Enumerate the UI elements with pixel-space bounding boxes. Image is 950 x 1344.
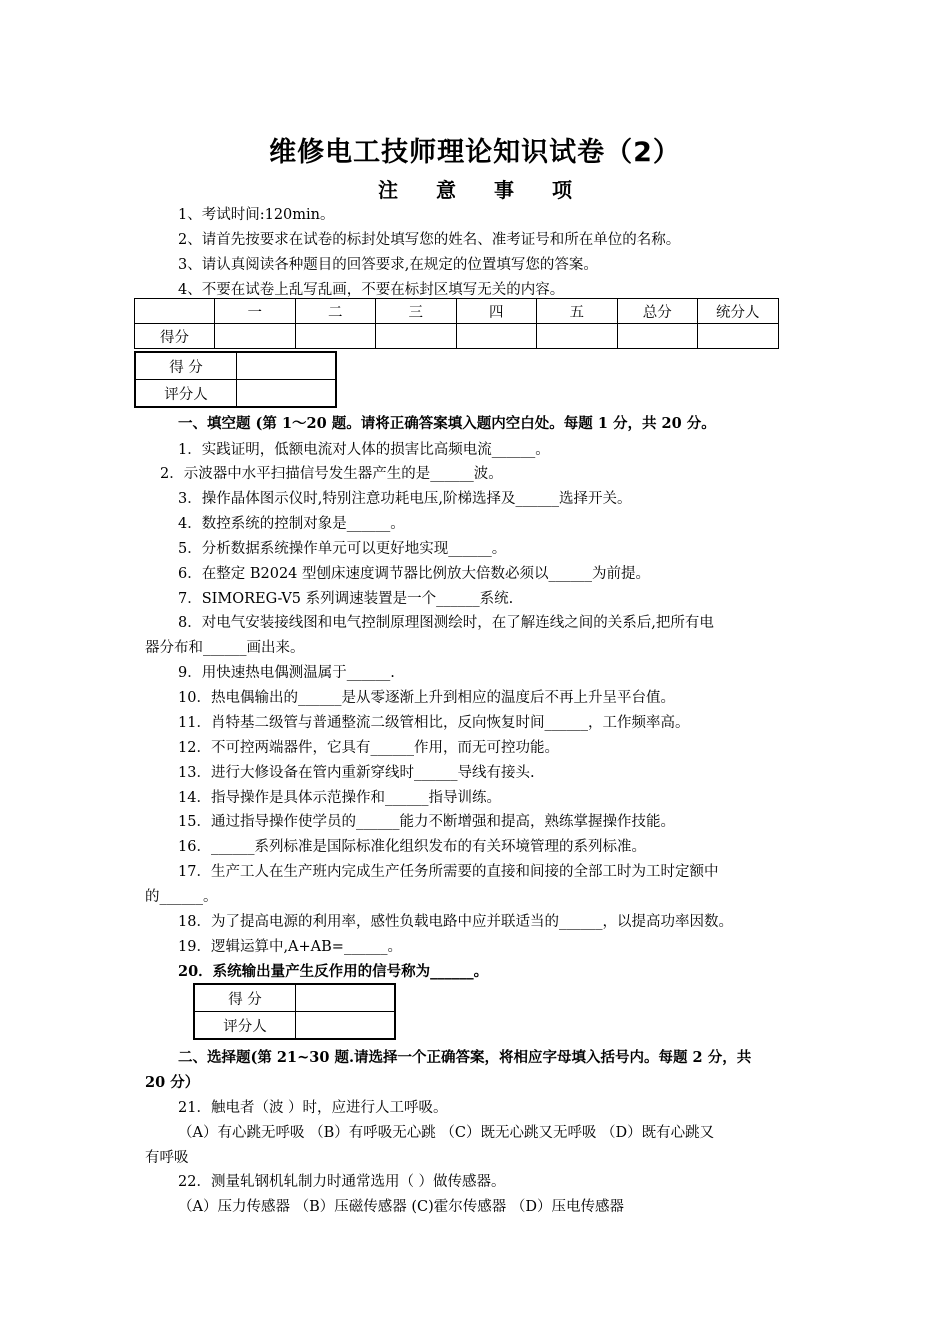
question-continuation: 的______。 xyxy=(145,889,218,905)
question: 11．肖特基二级管与普通整流二级管相比，反向恢复时间______，工作频率高。 xyxy=(178,715,690,731)
question: 18．为了提高电源的利用率，感性负载电路中应并联适当的______，以提高功率因数。 xyxy=(178,914,733,930)
question: 2．示波器中水平扫描信号发生器产生的是______波。 xyxy=(160,466,503,482)
question: 21．触电者（波 ）时，应进行人工呼吸。 xyxy=(178,1100,448,1116)
notice-item: 2、请首先按要求在试卷的标封处填写您的姓名、准考证号和所在单位的名称。 xyxy=(178,232,681,248)
question: 22．测量轧钢机轧制力时通常选用（ ）做传感器。 xyxy=(178,1174,506,1190)
score-table-header: 总分 xyxy=(617,299,698,324)
score-cell[interactable] xyxy=(376,324,457,349)
notice-item: 1、考试时间:120min。 xyxy=(178,207,335,223)
notice-heading-char: 意 xyxy=(436,178,456,202)
score-cell[interactable] xyxy=(456,324,537,349)
score-row-label: 得分 xyxy=(135,324,215,349)
question: 10．热电偶输出的______是从零逐渐上升到相应的温度后不再上升呈平台值。 xyxy=(178,690,675,706)
score-label: 得 分 xyxy=(135,352,237,380)
section1-heading: 一、填空题 (第 1～20 题。请将正确答案填入题内空白处。每题 1 分，共 20 分。 xyxy=(178,415,716,432)
score-table-header: 三 xyxy=(376,299,457,324)
score-table-corner xyxy=(135,299,215,324)
question: 6．在整定 B2024 型刨床速度调节器比例放大倍数必须以______为前提。 xyxy=(178,566,650,582)
score-table-header: 统分人 xyxy=(698,299,779,324)
answer-options-continuation: 有呼吸 xyxy=(145,1150,189,1166)
score-table-header: 五 xyxy=(537,299,618,324)
question: 5．分析数据系统操作单元可以更好地实现______。 xyxy=(178,541,507,557)
question: 20．系统输出量产生反作用的信号称为______。 xyxy=(178,963,489,980)
score-cell[interactable] xyxy=(295,324,376,349)
question: 14．指导操作是具体示范操作和______指导训练。 xyxy=(178,790,501,806)
notice-heading-char: 事 xyxy=(494,178,514,202)
section1-grader-box xyxy=(134,351,337,408)
question: 13．进行大修设备在管内重新穿线时______导线有接头. xyxy=(178,765,535,781)
question: 7．SIMOREG-V5 系列调速装置是一个______系统. xyxy=(178,591,514,607)
question: 15．通过指导操作使学员的______能力不断增强和提高，熟练掌握操作技能。 xyxy=(178,814,675,830)
section2-grader-box xyxy=(193,983,396,1040)
question: 19．逻辑运算中,A+AB=______。 xyxy=(178,939,402,955)
score-table-header: 一 xyxy=(215,299,296,324)
grader-label: 评分人 xyxy=(194,1012,296,1040)
answer-options: （A）有心跳无呼吸 （B）有呼吸无心跳 （C）既无心跳又无呼吸 （D）既有心跳又 xyxy=(178,1125,715,1141)
question: 3．操作晶体图示仪时,特别注意功耗电压,阶梯选择及______选择开关。 xyxy=(178,491,632,507)
notice-item: 4、不要在试卷上乱写乱画，不要在标封区填写无关的内容。 xyxy=(178,282,565,298)
score-table-header: 二 xyxy=(295,299,376,324)
question: 16．______系列标准是国际标准化组织发布的有关环境管理的系列标准。 xyxy=(178,839,646,855)
score-summary-table xyxy=(134,298,779,349)
score-label: 得 分 xyxy=(194,984,296,1012)
question: 12．不可控两端器件，它具有______作用，而无可控功能。 xyxy=(178,740,559,756)
score-cell[interactable] xyxy=(537,324,618,349)
question: 8．对电气安装接线图和电气控制原理图测绘时，在了解连线之间的关系后,把所有电 xyxy=(178,615,714,631)
score-value-cell[interactable] xyxy=(237,352,337,380)
score-cell[interactable] xyxy=(617,324,698,349)
notice-heading xyxy=(0,174,950,203)
answer-options: （A）压力传感器 （B）压磁传感器 (C)霍尔传感器 （D）压电传感器 xyxy=(178,1199,624,1215)
notice-item: 3、请认真阅读各种题目的回答要求,在规定的位置填写您的答案。 xyxy=(178,257,598,273)
score-table-row xyxy=(135,324,779,349)
exam-title: 维修电工技师理论知识试卷（2） xyxy=(269,137,681,168)
grader-value-cell[interactable] xyxy=(237,380,337,408)
question: 9．用快速热电偶测温属于______. xyxy=(178,665,395,681)
score-cell[interactable] xyxy=(698,324,779,349)
question: 1．实践证明，低额电流对人体的损害比高频电流______。 xyxy=(178,442,550,458)
grader-value-cell[interactable] xyxy=(296,1012,396,1040)
score-value-cell[interactable] xyxy=(296,984,396,1012)
score-table-header: 四 xyxy=(456,299,537,324)
section2-heading: 二、选择题(第 21~30 题.请选择一个正确答案，将相应字母填入括号内。每题 2 分，共 xyxy=(178,1049,752,1066)
notice-heading-char: 项 xyxy=(552,178,572,202)
notice-heading-char: 注 xyxy=(378,178,398,202)
question: 4．数控系统的控制对象是______。 xyxy=(178,516,405,532)
score-table-header-row xyxy=(135,299,779,324)
question-continuation: 器分布和______画出来。 xyxy=(145,640,305,656)
section2-heading-continuation: 20 分） xyxy=(145,1074,200,1091)
score-cell[interactable] xyxy=(215,324,296,349)
grader-label: 评分人 xyxy=(135,380,237,408)
question: 17．生产工人在生产班内完成生产任务所需要的直接和间接的全部工时为工时定额中 xyxy=(178,864,719,880)
